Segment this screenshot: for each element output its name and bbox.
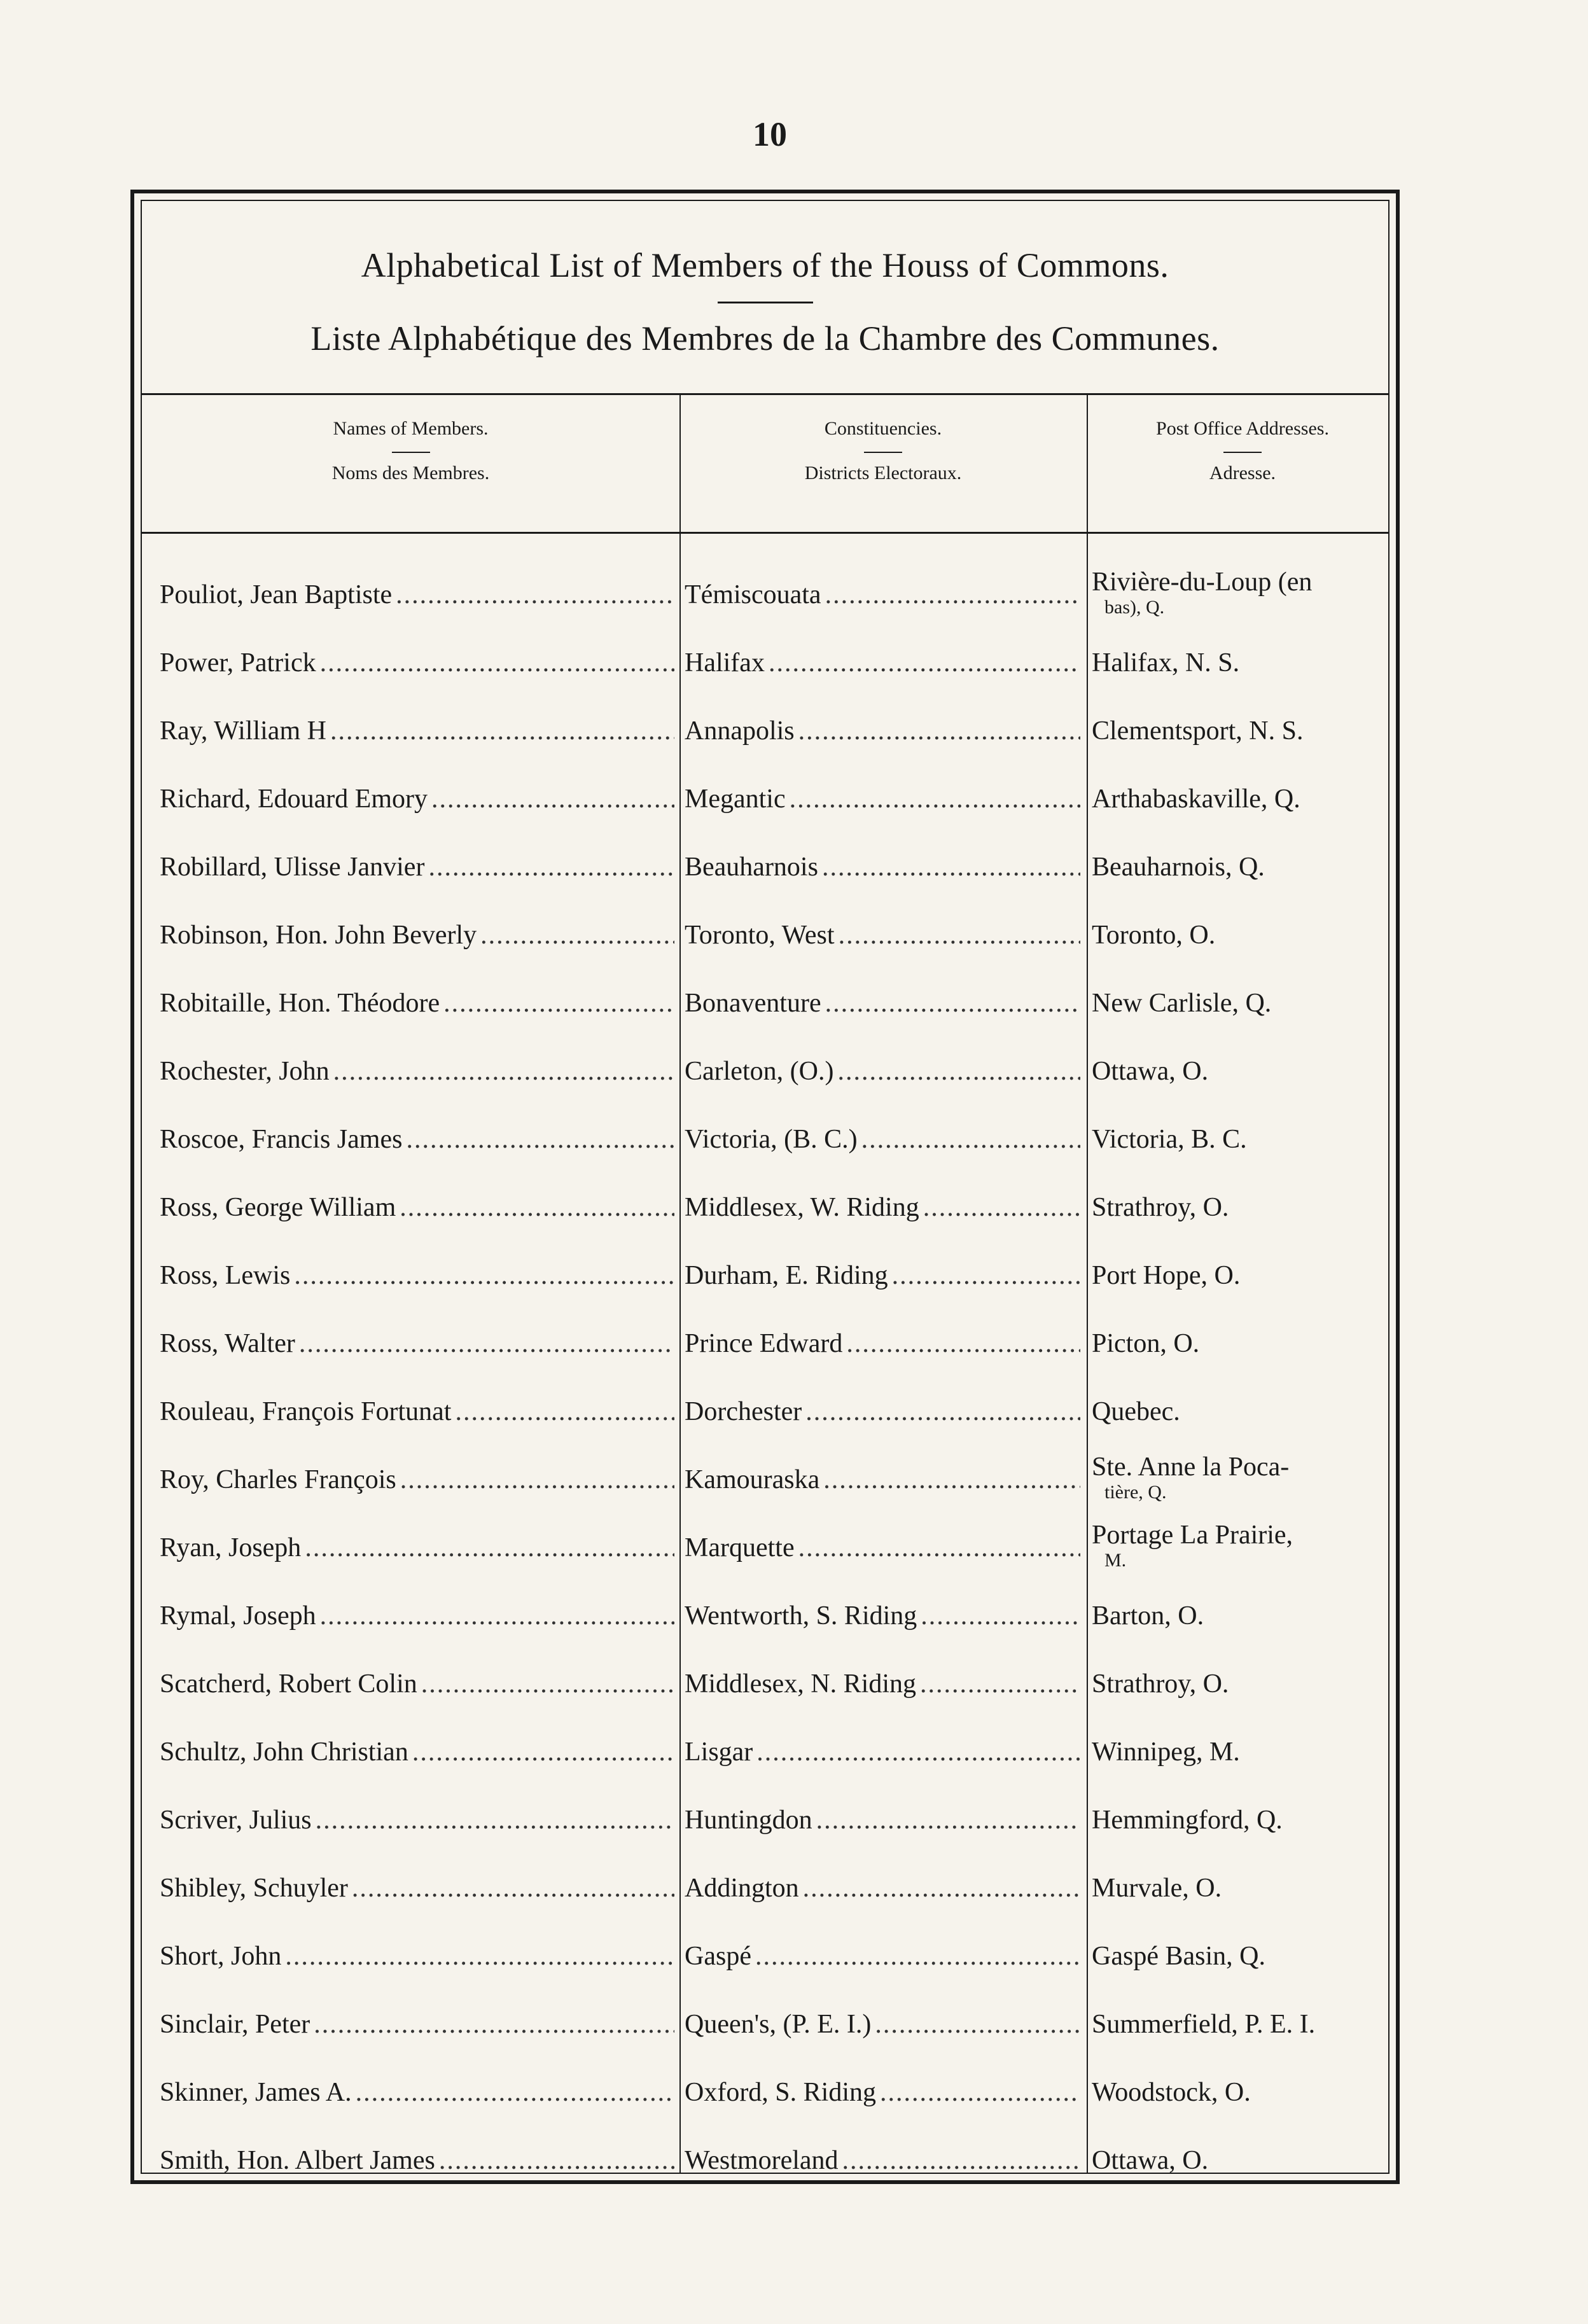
post-office-address: Strathroy, O. [1092, 1669, 1229, 1699]
member-name-cell [160, 1173, 678, 1241]
constituency: Middlesex, W. Riding [685, 1192, 919, 1222]
constituency-cell [685, 697, 1084, 765]
member-name-cell [160, 1650, 678, 1718]
column-header-en: Names of Members. [333, 418, 489, 439]
post-office-address: Ste. Anne la Poca- [1092, 1452, 1290, 1482]
post-office-address: Toronto, O. [1092, 920, 1216, 950]
dot-leader [769, 648, 1080, 678]
column-header-en: Post Office Addresses. [1156, 418, 1329, 439]
dot-leader [400, 1465, 674, 1495]
dot-leader [756, 1737, 1080, 1767]
table-row [142, 1990, 1388, 2058]
constituency-cell [685, 1377, 1084, 1445]
member-name: Scriver, Julius [160, 1805, 312, 1835]
constituency: Toronto, West [685, 920, 835, 950]
address-cell [1092, 629, 1394, 697]
post-office-address: Picton, O. [1092, 1328, 1200, 1358]
dot-leader [294, 1260, 674, 1291]
member-name-cell [160, 1309, 678, 1377]
dot-leader [798, 1533, 1080, 1563]
post-office-address-continued: M. [1104, 1549, 1127, 1571]
constituency: Middlesex, N. Riding [685, 1669, 916, 1699]
post-office-address: Murvale, O. [1092, 1873, 1222, 1903]
member-name: Ray, William H [160, 716, 326, 746]
address-cell [1092, 1582, 1394, 1650]
constituency-cell [685, 765, 1084, 833]
address-cell [1092, 833, 1394, 901]
dot-leader [333, 1056, 674, 1087]
table-row [142, 629, 1388, 697]
member-name-cell [160, 1241, 678, 1309]
table-row [142, 1922, 1388, 1990]
constituency: Wentworth, S. Riding [685, 1601, 917, 1631]
dot-leader [846, 1328, 1080, 1359]
post-office-address: Gaspé Basin, Q. [1092, 1941, 1265, 1971]
header-bottom-rule [142, 532, 1388, 534]
post-office-address: Arthabaskaville, Q. [1092, 784, 1300, 814]
dot-leader [920, 1669, 1080, 1699]
address-cell [1092, 1377, 1394, 1445]
member-name-cell [160, 1854, 678, 1922]
dot-leader [406, 1124, 674, 1155]
member-name-cell [160, 833, 678, 901]
title-french: Liste Alphabétique des Membres de la Chambre des Communes. [310, 319, 1220, 358]
member-name: Roy, Charles François [160, 1465, 396, 1494]
constituency: Bonaventure [685, 988, 821, 1018]
post-office-address: Ottawa, O. [1092, 1056, 1209, 1086]
post-office-address: Ottawa, O. [1092, 2145, 1209, 2175]
constituency-cell [685, 1582, 1084, 1650]
post-office-address: Victoria, B. C. [1092, 1124, 1247, 1154]
address-cell [1092, 1854, 1394, 1922]
constituency-cell [685, 1173, 1084, 1241]
post-office-address: Portage La Prairie, [1092, 1520, 1293, 1550]
title-english: Alphabetical List of Members of the Houss of Commons. [361, 246, 1169, 284]
post-office-address: Halifax, N. S. [1092, 648, 1240, 678]
constituency: Marquette [685, 1533, 795, 1562]
constituency-cell [685, 1105, 1084, 1173]
column-header-fr: Adresse. [1209, 463, 1276, 484]
constituency-cell [685, 901, 1084, 969]
member-name-cell [160, 1990, 678, 2058]
dot-leader [356, 2077, 674, 2108]
column-header-addresses [1087, 417, 1398, 485]
member-name-cell [160, 2126, 678, 2194]
member-name: Richard, Edouard Emory [160, 784, 428, 814]
constituency: Huntingdon [685, 1805, 812, 1835]
table-row [142, 901, 1388, 969]
post-office-address-continued: bas), Q. [1104, 596, 1165, 618]
member-name: Roscoe, Francis James [160, 1124, 403, 1154]
constituency-cell [685, 2126, 1084, 2194]
table-row [142, 765, 1388, 833]
constituency-cell [685, 629, 1084, 697]
address-cell [1092, 697, 1394, 765]
dot-leader [825, 580, 1080, 610]
constituency: Durham, E. Riding [685, 1260, 888, 1290]
member-name-cell [160, 697, 678, 765]
address-cell [1092, 1718, 1394, 1786]
table-row [142, 2058, 1388, 2126]
member-name-cell [160, 560, 678, 629]
address-cell [1092, 560, 1394, 629]
member-name-cell [160, 1105, 678, 1173]
table-row [142, 697, 1388, 765]
member-name: Skinner, James A. [160, 2077, 352, 2107]
table-frame [130, 190, 1400, 2184]
member-name: Robillard, Ulisse Janvier [160, 852, 425, 882]
member-name-cell [160, 1922, 678, 1990]
member-name: Ross, Walter [160, 1328, 295, 1358]
constituency-cell [685, 1513, 1084, 1582]
table-row [142, 1786, 1388, 1854]
member-name: Ryan, Joseph [160, 1533, 302, 1562]
address-cell [1092, 1513, 1394, 1582]
member-name-cell [160, 1037, 678, 1105]
address-cell [1092, 1990, 1394, 2058]
constituency: Gaspé [685, 1941, 751, 1971]
constituency-cell [685, 833, 1084, 901]
constituency-cell [685, 1990, 1084, 2058]
member-name-cell [160, 629, 678, 697]
constituency-cell [685, 1309, 1084, 1377]
table-row [142, 1105, 1388, 1173]
post-office-address: Rivière-du-Loup (en [1092, 567, 1313, 597]
constituency: Megantic [685, 784, 786, 814]
dot-leader [314, 2009, 674, 2040]
member-name: Scatcherd, Robert Colin [160, 1669, 417, 1699]
dot-leader [839, 920, 1080, 950]
member-name-cell [160, 1377, 678, 1445]
constituency: Halifax [685, 648, 765, 678]
constituency: Dorchester [685, 1396, 802, 1426]
constituency-cell [685, 1241, 1084, 1309]
post-office-address: Summerfield, P. E. I. [1092, 2009, 1316, 2039]
member-name: Power, Patrick [160, 648, 316, 678]
dot-leader [816, 1805, 1080, 1835]
header-top-rule [142, 393, 1388, 395]
constituency-cell [685, 1786, 1084, 1854]
member-name-cell [160, 1786, 678, 1854]
address-cell [1092, 1445, 1394, 1513]
address-cell [1092, 901, 1394, 969]
dot-leader [400, 1192, 674, 1223]
dot-leader [823, 1465, 1080, 1495]
address-cell [1092, 1241, 1394, 1309]
address-cell [1092, 1650, 1394, 1718]
dot-leader [421, 1669, 674, 1699]
column-header-rule [1223, 452, 1262, 453]
constituency-cell [685, 1650, 1084, 1718]
table-row [142, 1582, 1388, 1650]
dot-leader [330, 716, 674, 746]
address-cell [1092, 1173, 1394, 1241]
dot-leader [755, 1941, 1080, 1972]
constituency-cell [685, 2058, 1084, 2126]
column-header-en: Constituencies. [824, 418, 942, 439]
member-name: Short, John [160, 1941, 282, 1971]
table-row [142, 1309, 1388, 1377]
address-cell [1092, 1786, 1394, 1854]
constituency-cell [685, 969, 1084, 1037]
constituency: Annapolis [685, 716, 795, 746]
dot-leader [480, 920, 674, 950]
dot-leader [431, 784, 674, 814]
column-header-names [142, 417, 679, 485]
address-cell [1092, 2058, 1394, 2126]
page-number: 10 [753, 115, 787, 153]
address-cell [1092, 1922, 1394, 1990]
dot-leader [285, 1941, 674, 1972]
dot-leader [428, 852, 674, 882]
constituency: Témiscouata [685, 580, 821, 609]
column-header-constituencies [679, 417, 1087, 485]
dot-leader [443, 988, 674, 1019]
member-name-cell [160, 969, 678, 1037]
dot-leader [305, 1533, 674, 1563]
dot-leader [320, 648, 674, 678]
table-row [142, 1037, 1388, 1105]
post-office-address: Hemmingford, Q. [1092, 1805, 1283, 1835]
constituency: Prince Edward [685, 1328, 843, 1358]
member-name: Ross, George William [160, 1192, 396, 1222]
table-row [142, 833, 1388, 901]
post-office-address: Barton, O. [1092, 1601, 1204, 1631]
title-divider [718, 302, 813, 303]
constituency: Addington [685, 1873, 799, 1903]
address-cell [1092, 969, 1394, 1037]
address-cell [1092, 1309, 1394, 1377]
constituency-cell [685, 1854, 1084, 1922]
table-row [142, 1854, 1388, 1922]
constituency-cell [685, 560, 1084, 629]
dot-leader [921, 1601, 1080, 1631]
post-office-address: Strathroy, O. [1092, 1192, 1229, 1222]
constituency: Carleton, (O.) [685, 1056, 834, 1086]
constituency: Lisgar [685, 1737, 753, 1767]
constituency-cell [685, 1037, 1084, 1105]
dot-leader [805, 1396, 1080, 1427]
constituency: Oxford, S. Riding [685, 2077, 877, 2107]
dot-leader [875, 2009, 1080, 2040]
member-name: Robitaille, Hon. Théodore [160, 988, 440, 1018]
member-name: Schultz, John Christian [160, 1737, 408, 1767]
dot-leader [880, 2077, 1080, 2108]
member-name-cell [160, 1513, 678, 1582]
dot-leader [439, 2145, 674, 2176]
address-cell [1092, 765, 1394, 833]
dot-leader [412, 1737, 674, 1767]
member-name-cell [160, 1582, 678, 1650]
dot-leader [842, 2145, 1080, 2176]
dot-leader [822, 852, 1080, 882]
table-inner-frame [141, 200, 1390, 2174]
address-cell [1092, 1105, 1394, 1173]
constituency: Kamouraska [685, 1465, 820, 1494]
member-name: Shibley, Schuyler [160, 1873, 348, 1903]
constituency-cell [685, 1922, 1084, 1990]
address-cell [1092, 2126, 1394, 2194]
dot-leader [455, 1396, 674, 1427]
table-row [142, 1513, 1388, 1582]
constituency: Victoria, (B. C.) [685, 1124, 858, 1154]
table-row [142, 560, 1388, 629]
table-row [142, 1718, 1388, 1786]
post-office-address: Woodstock, O. [1092, 2077, 1251, 2107]
dot-leader [316, 1805, 674, 1835]
table-row [142, 969, 1388, 1037]
dot-leader [320, 1601, 674, 1631]
member-name-cell [160, 765, 678, 833]
dot-leader [396, 580, 674, 610]
dot-leader [825, 988, 1080, 1019]
member-rows [142, 560, 1388, 2194]
constituency-cell [685, 1445, 1084, 1513]
address-cell [1092, 1037, 1394, 1105]
constituency: Queen's, (P. E. I.) [685, 2009, 872, 2039]
dot-leader [803, 1873, 1080, 1903]
constituency-cell [685, 1718, 1084, 1786]
dot-leader [923, 1192, 1080, 1223]
member-name: Pouliot, Jean Baptiste [160, 580, 393, 609]
member-name: Rouleau, François Fortunat [160, 1396, 452, 1426]
post-office-address: Beauharnois, Q. [1092, 852, 1265, 882]
constituency: Westmoreland [685, 2145, 839, 2175]
member-name: Robinson, Hon. John Beverly [160, 920, 477, 950]
member-name-cell [160, 2058, 678, 2126]
member-name: Rochester, John [160, 1056, 330, 1086]
post-office-address: Port Hope, O. [1092, 1260, 1241, 1290]
dot-leader [299, 1328, 674, 1359]
member-name: Smith, Hon. Albert James [160, 2145, 435, 2175]
member-name-cell [160, 1718, 678, 1786]
post-office-address: Winnipeg, M. [1092, 1737, 1240, 1767]
dot-leader [837, 1056, 1080, 1087]
post-office-address: Clementsport, N. S. [1092, 716, 1304, 746]
post-office-address: Quebec. [1092, 1396, 1180, 1426]
table-row [142, 1377, 1388, 1445]
dot-leader [798, 716, 1080, 746]
column-header-fr: Noms des Membres. [331, 463, 490, 484]
table-row [142, 1445, 1388, 1513]
dot-leader [892, 1260, 1080, 1291]
table-row [142, 2126, 1388, 2194]
column-header-rule [392, 452, 430, 453]
table-row [142, 1241, 1388, 1309]
post-office-address-continued: tière, Q. [1104, 1481, 1167, 1503]
column-header-rule [864, 452, 902, 453]
member-name: Rymal, Joseph [160, 1601, 316, 1631]
table-row [142, 1650, 1388, 1718]
constituency: Beauharnois [685, 852, 818, 882]
column-header-fr: Districts Electoraux. [804, 463, 962, 484]
member-name-cell [160, 1445, 678, 1513]
member-name-cell [160, 901, 678, 969]
member-name: Ross, Lewis [160, 1260, 291, 1290]
dot-leader [790, 784, 1080, 814]
post-office-address: New Carlisle, Q. [1092, 988, 1272, 1018]
dot-leader [352, 1873, 674, 1903]
member-name: Sinclair, Peter [160, 2009, 310, 2039]
table-row [142, 1173, 1388, 1241]
dot-leader [861, 1124, 1080, 1155]
